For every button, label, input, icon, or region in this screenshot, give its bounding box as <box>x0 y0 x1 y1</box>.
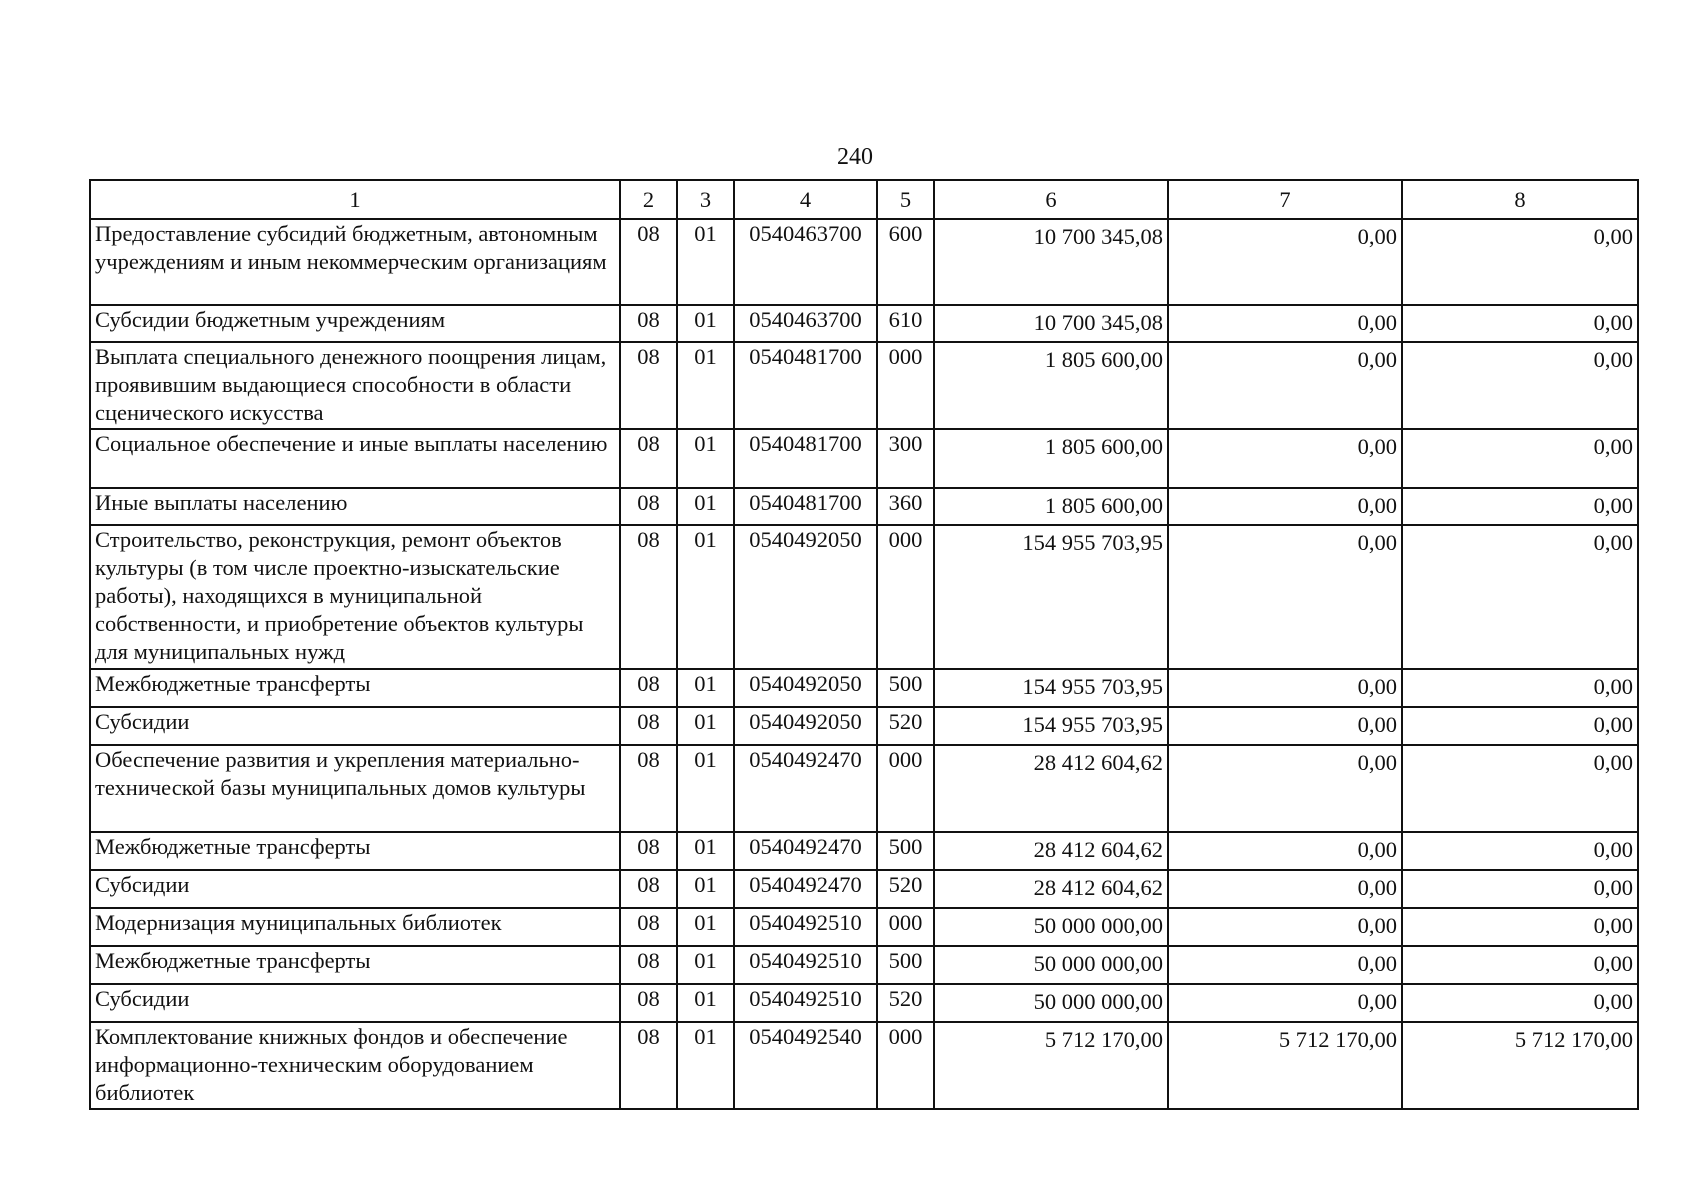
amount-value: 0,00 <box>1357 913 1397 938</box>
amount-col7-cell <box>1168 342 1402 429</box>
target-article-cell: 0540492050 <box>734 707 877 745</box>
amount-col6-cell <box>934 984 1168 1022</box>
amount-col8-cell <box>1402 946 1638 984</box>
table-row <box>90 832 1638 870</box>
amount-col7-cell <box>1168 669 1402 707</box>
amount-value: 0,00 <box>1593 530 1633 555</box>
amount-col8-cell <box>1402 908 1638 946</box>
amount-value: 0,00 <box>1593 310 1633 335</box>
section-code-cell: 08 <box>620 219 677 305</box>
table-row <box>90 525 1638 669</box>
amount-value: 0,00 <box>1593 493 1633 518</box>
subsection-code-cell: 01 <box>677 707 734 745</box>
header-cell: 6 <box>934 180 1168 219</box>
amount-value: 50 000 000,00 <box>1033 951 1163 976</box>
amount-value: 1 805 600,00 <box>1044 347 1163 372</box>
header-cell: 5 <box>877 180 934 219</box>
amount-col8-cell <box>1402 870 1638 908</box>
section-code-cell: 08 <box>620 305 677 342</box>
expense-type-cell: 000 <box>877 745 934 832</box>
amount-col7-cell <box>1168 870 1402 908</box>
table-row <box>90 488 1638 525</box>
header-cell: 1 <box>90 180 620 219</box>
table-row <box>90 870 1638 908</box>
target-article-cell: 0540492470 <box>734 745 877 832</box>
amount-col8-cell <box>1402 1022 1638 1109</box>
row-name-cell: Комплектование книжных фондов и обеспечение информационно-техническим оборудованием библиотек <box>90 1022 620 1109</box>
section-code-cell: 08 <box>620 745 677 832</box>
amount-value: 154 955 703,95 <box>1022 712 1163 737</box>
row-name-cell: Субсидии <box>90 984 620 1022</box>
row-name-cell: Выплата специального денежного поощрения лицам, проявившим выдающиеся способности в области сценического искусства <box>90 342 620 429</box>
amount-value: 28 412 604,62 <box>1033 750 1163 775</box>
header-cell: 8 <box>1402 180 1638 219</box>
amount-col6-cell <box>934 707 1168 745</box>
amount-value: 0,00 <box>1593 434 1633 459</box>
budget-table <box>89 179 1639 1110</box>
amount-value: 0,00 <box>1593 224 1633 249</box>
subsection-code-cell: 01 <box>677 832 734 870</box>
subsection-code-cell: 01 <box>677 984 734 1022</box>
amount-col7-cell <box>1168 908 1402 946</box>
target-article-cell: 0540492050 <box>734 525 877 669</box>
target-article-cell: 0540492470 <box>734 832 877 870</box>
table-row <box>90 745 1638 832</box>
amount-col6-cell <box>934 745 1168 832</box>
amount-value: 0,00 <box>1357 875 1397 900</box>
expense-type-cell: 300 <box>877 429 934 488</box>
amount-col7-cell <box>1168 525 1402 669</box>
amount-value: 28 412 604,62 <box>1033 837 1163 862</box>
amount-value: 154 955 703,95 <box>1022 530 1163 555</box>
target-article-cell: 0540492050 <box>734 669 877 707</box>
amount-value: 0,00 <box>1357 989 1397 1014</box>
row-name-cell: Социальное обеспечение и иные выплаты населению <box>90 429 620 488</box>
amount-value: 0,00 <box>1593 837 1633 862</box>
section-code-cell: 08 <box>620 342 677 429</box>
target-article-cell: 0540463700 <box>734 219 877 305</box>
amount-col8-cell <box>1402 342 1638 429</box>
table-row <box>90 946 1638 984</box>
amount-col8-cell <box>1402 219 1638 305</box>
amount-value: 0,00 <box>1357 224 1397 249</box>
amount-value: 0,00 <box>1357 493 1397 518</box>
section-code-cell: 08 <box>620 984 677 1022</box>
row-name-cell: Межбюджетные трансферты <box>90 669 620 707</box>
subsection-code-cell: 01 <box>677 488 734 525</box>
expense-type-cell: 520 <box>877 707 934 745</box>
amount-value: 0,00 <box>1357 837 1397 862</box>
section-code-cell: 08 <box>620 707 677 745</box>
row-name-cell: Строительство, реконструкция, ремонт объектов культуры (в том числе проектно-изыскательские работы), находящихся в муниципальной собственности, и приобретение объектов культуры для муниципальных нужд <box>90 525 620 669</box>
subsection-code-cell: 01 <box>677 429 734 488</box>
section-code-cell: 08 <box>620 1022 677 1109</box>
amount-col7-cell <box>1168 832 1402 870</box>
amount-col7-cell <box>1168 429 1402 488</box>
subsection-code-cell: 01 <box>677 525 734 669</box>
table-row <box>90 908 1638 946</box>
row-name-cell: Модернизация муниципальных библиотек <box>90 908 620 946</box>
table-row <box>90 707 1638 745</box>
subsection-code-cell: 01 <box>677 219 734 305</box>
amount-value: 0,00 <box>1593 712 1633 737</box>
amount-col8-cell <box>1402 832 1638 870</box>
row-name-cell: Межбюджетные трансферты <box>90 832 620 870</box>
target-article-cell: 0540481700 <box>734 342 877 429</box>
expense-type-cell: 500 <box>877 832 934 870</box>
subsection-code-cell: 01 <box>677 305 734 342</box>
amount-col8-cell <box>1402 669 1638 707</box>
amount-col6-cell <box>934 342 1168 429</box>
amount-col7-cell <box>1168 984 1402 1022</box>
amount-col6-cell <box>934 1022 1168 1109</box>
amount-col6-cell <box>934 305 1168 342</box>
row-name-cell: Субсидии <box>90 870 620 908</box>
section-code-cell: 08 <box>620 946 677 984</box>
amount-value: 0,00 <box>1593 875 1633 900</box>
amount-col6-cell <box>934 669 1168 707</box>
amount-value: 154 955 703,95 <box>1022 674 1163 699</box>
target-article-cell: 0540492510 <box>734 984 877 1022</box>
expense-type-cell: 500 <box>877 946 934 984</box>
expense-type-cell: 520 <box>877 870 934 908</box>
target-article-cell: 0540463700 <box>734 305 877 342</box>
row-name-cell: Субсидии <box>90 707 620 745</box>
header-cell: 3 <box>677 180 734 219</box>
amount-col7-cell <box>1168 745 1402 832</box>
amount-col6-cell <box>934 525 1168 669</box>
header-cell: 4 <box>734 180 877 219</box>
expense-type-cell: 000 <box>877 908 934 946</box>
table-body <box>90 219 1638 1109</box>
row-name-cell: Субсидии бюджетным учреждениям <box>90 305 620 342</box>
amount-value: 10 700 345,08 <box>1033 224 1163 249</box>
amount-col7-cell <box>1168 488 1402 525</box>
header-cell: 2 <box>620 180 677 219</box>
amount-col8-cell <box>1402 745 1638 832</box>
subsection-code-cell: 01 <box>677 342 734 429</box>
table-row <box>90 342 1638 429</box>
amount-col8-cell <box>1402 707 1638 745</box>
amount-value: 0,00 <box>1357 310 1397 335</box>
amount-value: 0,00 <box>1357 530 1397 555</box>
section-code-cell: 08 <box>620 525 677 669</box>
table-row <box>90 429 1638 488</box>
amount-col6-cell <box>934 488 1168 525</box>
target-article-cell: 0540481700 <box>734 488 877 525</box>
amount-col6-cell <box>934 429 1168 488</box>
amount-value: 0,00 <box>1593 347 1633 372</box>
amount-col7-cell <box>1168 946 1402 984</box>
expense-type-cell: 000 <box>877 342 934 429</box>
amount-col8-cell <box>1402 488 1638 525</box>
amount-value: 0,00 <box>1593 674 1633 699</box>
subsection-code-cell: 01 <box>677 669 734 707</box>
amount-value: 0,00 <box>1357 951 1397 976</box>
section-code-cell: 08 <box>620 908 677 946</box>
target-article-cell: 0540492540 <box>734 1022 877 1109</box>
amount-value: 1 805 600,00 <box>1044 434 1163 459</box>
amount-col8-cell <box>1402 984 1638 1022</box>
subsection-code-cell: 01 <box>677 745 734 832</box>
amount-value: 5 712 170,00 <box>1044 1027 1163 1052</box>
amount-value: 28 412 604,62 <box>1033 875 1163 900</box>
table-row <box>90 984 1638 1022</box>
expense-type-cell: 600 <box>877 219 934 305</box>
header-cell: 7 <box>1168 180 1402 219</box>
subsection-code-cell: 01 <box>677 908 734 946</box>
expense-type-cell: 360 <box>877 488 934 525</box>
amount-col6-cell <box>934 946 1168 984</box>
amount-value: 0,00 <box>1357 674 1397 699</box>
amount-value: 0,00 <box>1593 989 1633 1014</box>
section-code-cell: 08 <box>620 870 677 908</box>
amount-col8-cell <box>1402 525 1638 669</box>
amount-col7-cell <box>1168 305 1402 342</box>
table-row <box>90 219 1638 305</box>
amount-col8-cell <box>1402 429 1638 488</box>
expense-type-cell: 500 <box>877 669 934 707</box>
amount-col7-cell <box>1168 707 1402 745</box>
amount-value: 0,00 <box>1357 434 1397 459</box>
row-name-cell: Иные выплаты населению <box>90 488 620 525</box>
subsection-code-cell: 01 <box>677 870 734 908</box>
expense-type-cell: 000 <box>877 525 934 669</box>
section-code-cell: 08 <box>620 429 677 488</box>
amount-value: 0,00 <box>1357 750 1397 775</box>
row-name-cell: Обеспечение развития и укрепления материально-технической базы муниципальных домов культуры <box>90 745 620 832</box>
target-article-cell: 0540492510 <box>734 946 877 984</box>
amount-col8-cell <box>1402 305 1638 342</box>
subsection-code-cell: 01 <box>677 1022 734 1109</box>
section-code-cell: 08 <box>620 832 677 870</box>
table-row <box>90 305 1638 342</box>
amount-col6-cell <box>934 832 1168 870</box>
target-article-cell: 0540481700 <box>734 429 877 488</box>
amount-col6-cell <box>934 908 1168 946</box>
amount-value: 0,00 <box>1593 951 1633 976</box>
amount-value: 0,00 <box>1593 913 1633 938</box>
amount-value: 0,00 <box>1357 712 1397 737</box>
target-article-cell: 0540492510 <box>734 908 877 946</box>
amount-col6-cell <box>934 870 1168 908</box>
amount-value: 50 000 000,00 <box>1033 913 1163 938</box>
subsection-code-cell: 01 <box>677 946 734 984</box>
amount-col7-cell <box>1168 1022 1402 1109</box>
amount-value: 1 805 600,00 <box>1044 493 1163 518</box>
amount-value: 10 700 345,08 <box>1033 310 1163 335</box>
row-name-cell: Межбюджетные трансферты <box>90 946 620 984</box>
amount-col6-cell <box>934 219 1168 305</box>
table-row <box>90 669 1638 707</box>
expense-type-cell: 610 <box>877 305 934 342</box>
page-number: 240 <box>837 144 873 170</box>
section-code-cell: 08 <box>620 669 677 707</box>
section-code-cell: 08 <box>620 488 677 525</box>
amount-col7-cell <box>1168 219 1402 305</box>
target-article-cell: 0540492470 <box>734 870 877 908</box>
expense-type-cell: 520 <box>877 984 934 1022</box>
table-header-row <box>90 180 1638 219</box>
amount-value: 0,00 <box>1357 347 1397 372</box>
table-row <box>90 1022 1638 1109</box>
amount-value: 5 712 170,00 <box>1514 1027 1633 1052</box>
amount-value: 5 712 170,00 <box>1278 1027 1397 1052</box>
amount-value: 0,00 <box>1593 750 1633 775</box>
amount-value: 50 000 000,00 <box>1033 989 1163 1014</box>
expense-type-cell: 000 <box>877 1022 934 1109</box>
row-name-cell: Предоставление субсидий бюджетным, автономным учреждениям и иным некоммерческим организациям <box>90 219 620 305</box>
